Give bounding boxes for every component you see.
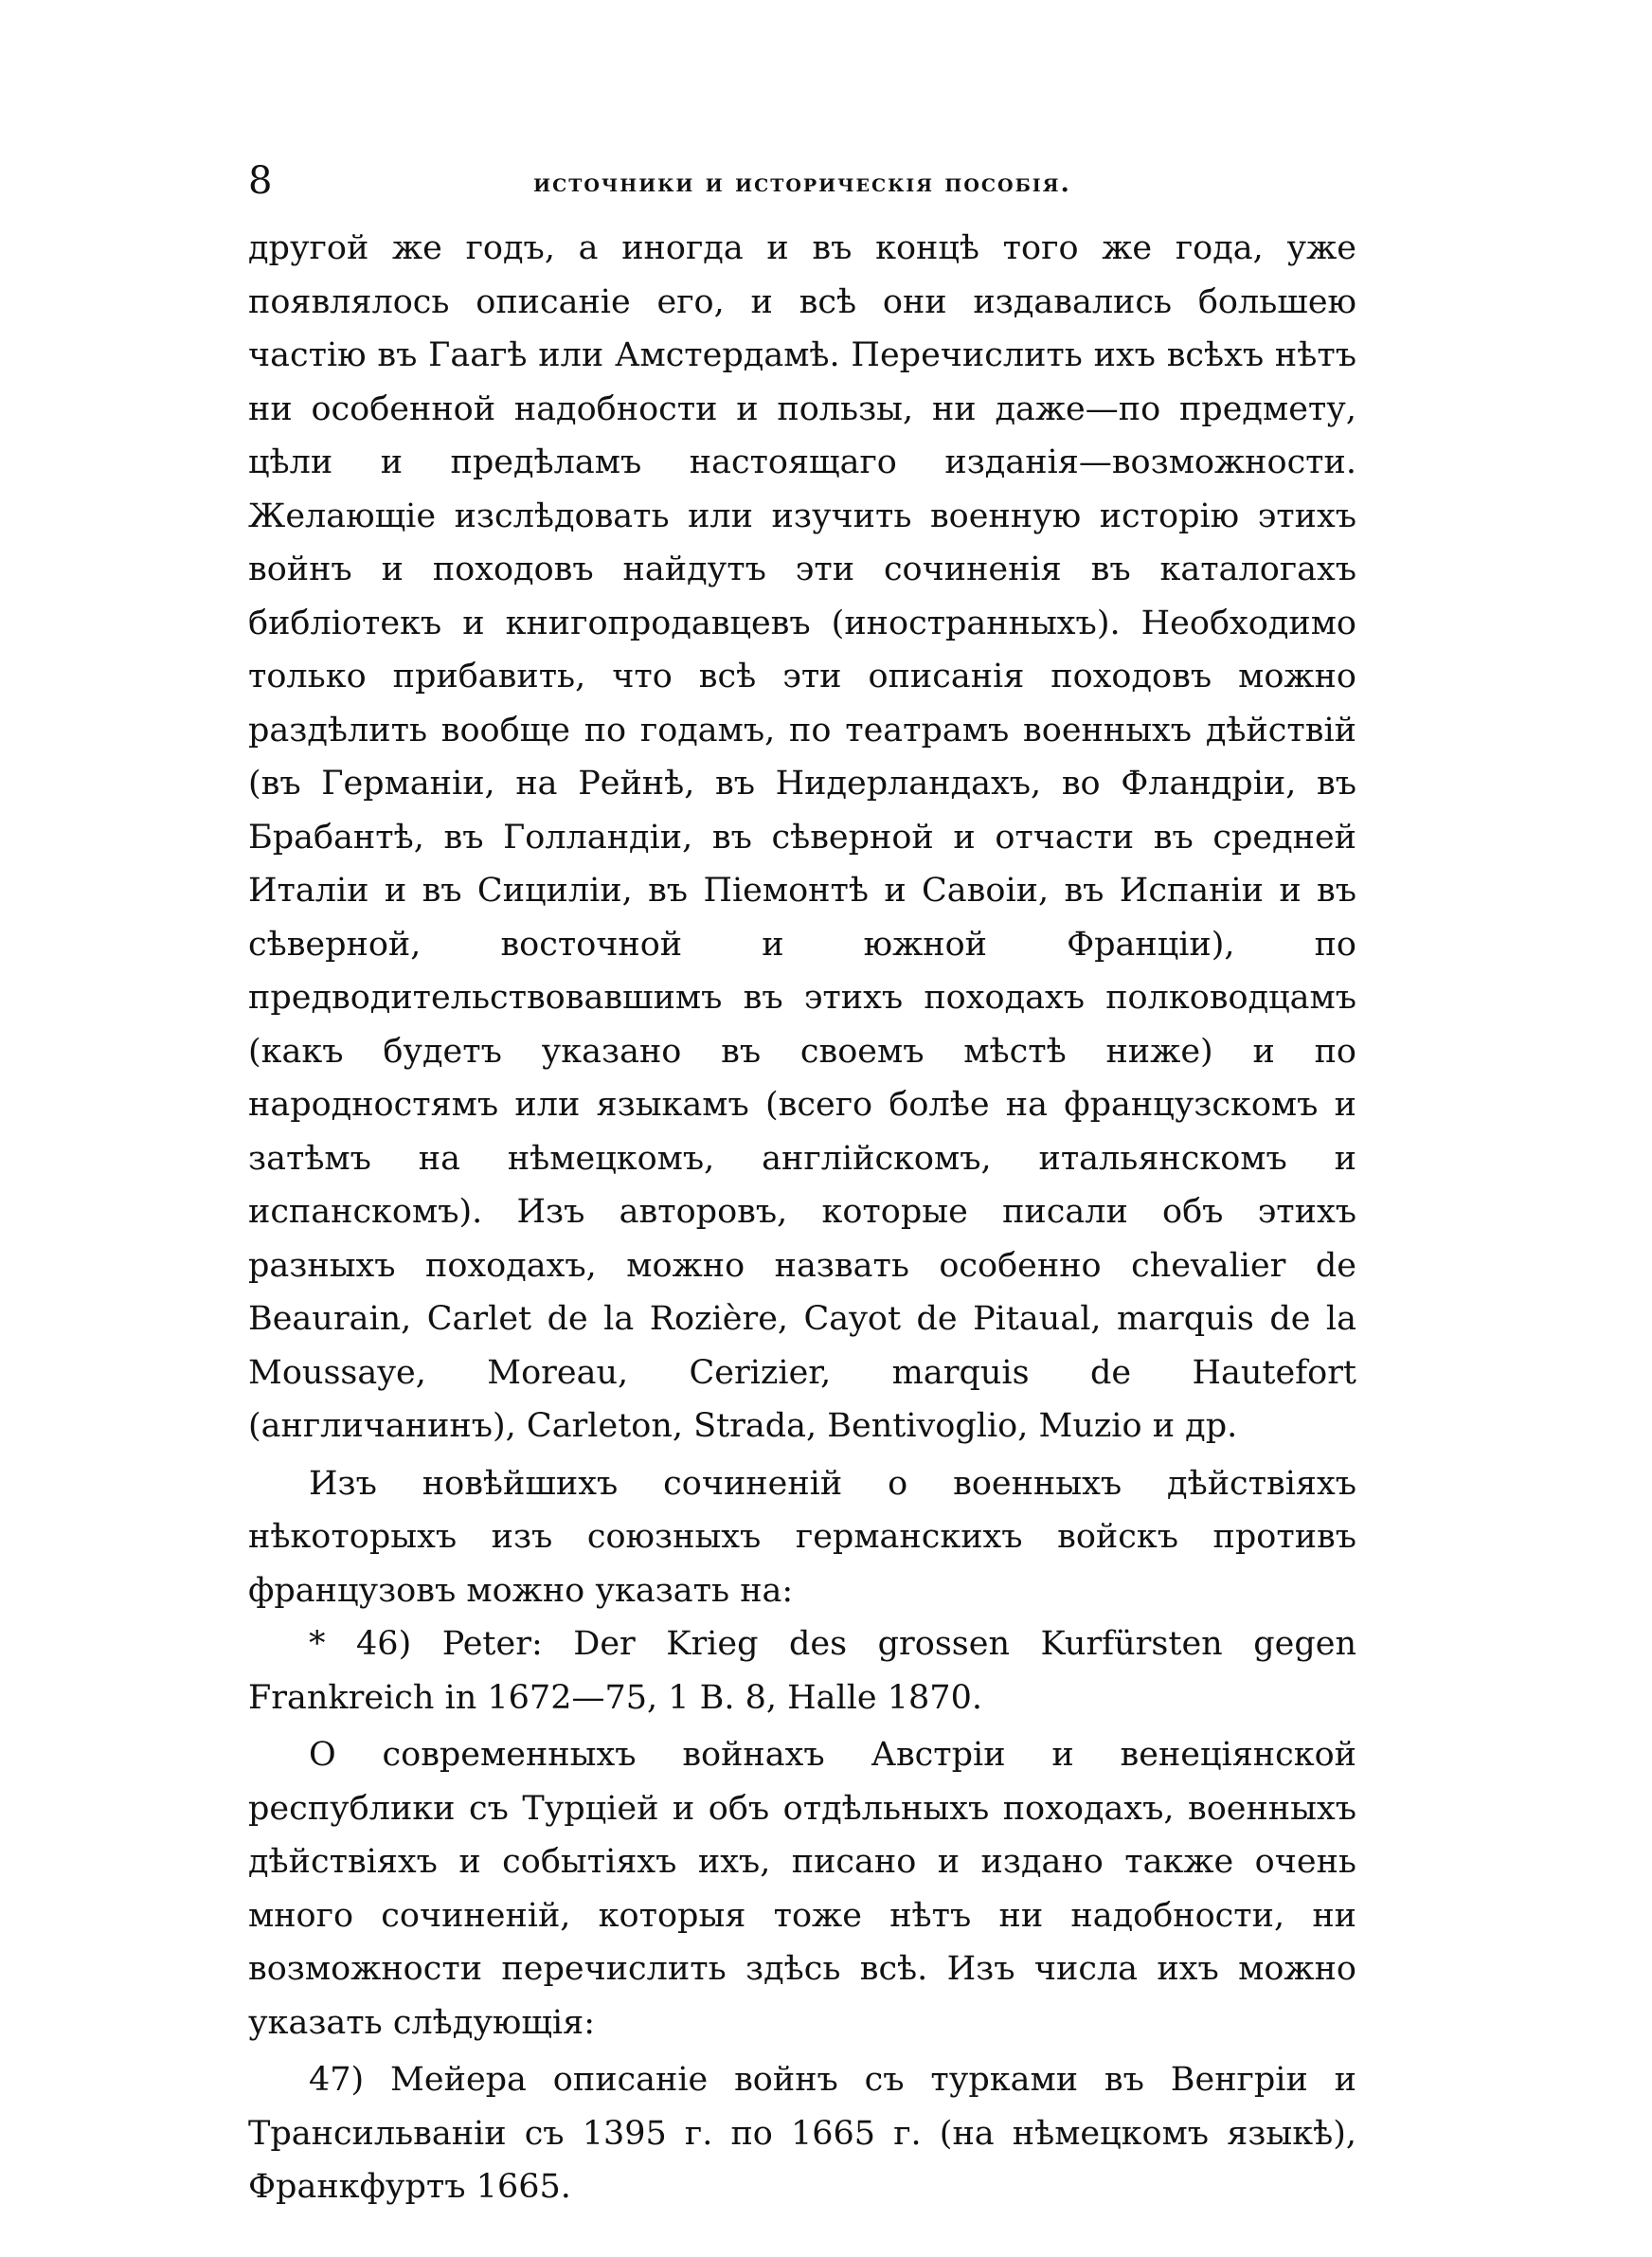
paragraph-campaign-descriptions: другой же годъ, а иногда и въ концѣ того же года, уже появлялось описаніе его, и всѣ они издавались большею частію въ Гаагѣ или Амстердамѣ. Перечислить ихъ всѣхъ нѣтъ ни особенной надобности и пользы, ни даже—по предмету, цѣли и предѣламъ настоящаго изданія—возможности. Желающіе изслѣдовать или изучить военную исторію этихъ войнъ и походовъ найдутъ эти сочиненія въ каталогахъ библіотекъ и книгопродавцевъ (иностранныхъ). Необходимо только прибавить, что всѣ эти описанія походовъ можно раздѣлить вообще по годамъ, по театрамъ военныхъ дѣйствій (въ Германіи, на Рейнѣ, въ Нидерландахъ, во Фландріи, въ Брабантѣ, въ Голландіи, въ сѣверной и отчасти въ средней Италіи и въ Сициліи, въ Піемонтѣ и Савоіи, въ Испаніи и въ сѣверной, восточной и южной Франціи), по предводительствовавшимъ въ этихъ походахъ полководцамъ (какъ будетъ указано въ своемъ мѣстѣ ниже) и по народностямъ или языкамъ (всего болѣе на французскомъ и затѣмъ на нѣмецкомъ, англійскомъ, итальянскомъ и испанскомъ). Изъ авторовъ, которые писали объ этихъ разныхъ походахъ, можно назвать особенно chevalier de Beaurain, Carlet de la Rozière, Cayot de Pitaual, marquis de la Moussaye, Moreau, Cerizier, marquis de Hautefort (англичанинъ), Carleton, Strada, Bentivoglio, Muzio и др. — [248, 229, 1356, 1445]
running-title: источники и историческія пособія. — [533, 169, 1071, 198]
page-header — [248, 152, 1356, 208]
book-page — [248, 152, 1356, 2214]
paragraph-newest-works: Изъ новѣйшихъ сочиненій о военныхъ дѣйствіяхъ нѣкоторыхъ изъ союзныхъ германскихъ войскъ противъ французовъ можно указать на: — [248, 1464, 1356, 1610]
bibliography-item-46: * 46) Peter: Der Krieg des grossen Kurfürsten gegen Frankreich in 1672—75, 1 B. 8, Halle 1870. — [248, 1625, 1356, 1717]
body-text — [248, 222, 1356, 2214]
bibliography-item-47: 47) Мейера описаніе войнъ съ турками въ Венгріи и Трансильваніи съ 1395 г. по 1665 г. (на нѣмецкомъ языкѣ), Франкфуртъ 1665. — [248, 2061, 1356, 2206]
paragraph-austria-venice-wars: О современныхъ войнахъ Австріи и венеціянской республики съ Турціей и объ отдѣльныхъ походахъ, военныхъ дѣйствіяхъ и событіяхъ ихъ, писано и издано также очень много сочиненій, которыя тоже нѣтъ ни надобности, ни возможности перечислить здѣсь всѣ. Изъ числа ихъ можно указать слѣдующія: — [248, 1736, 1356, 2042]
page-number: 8 — [248, 159, 273, 203]
